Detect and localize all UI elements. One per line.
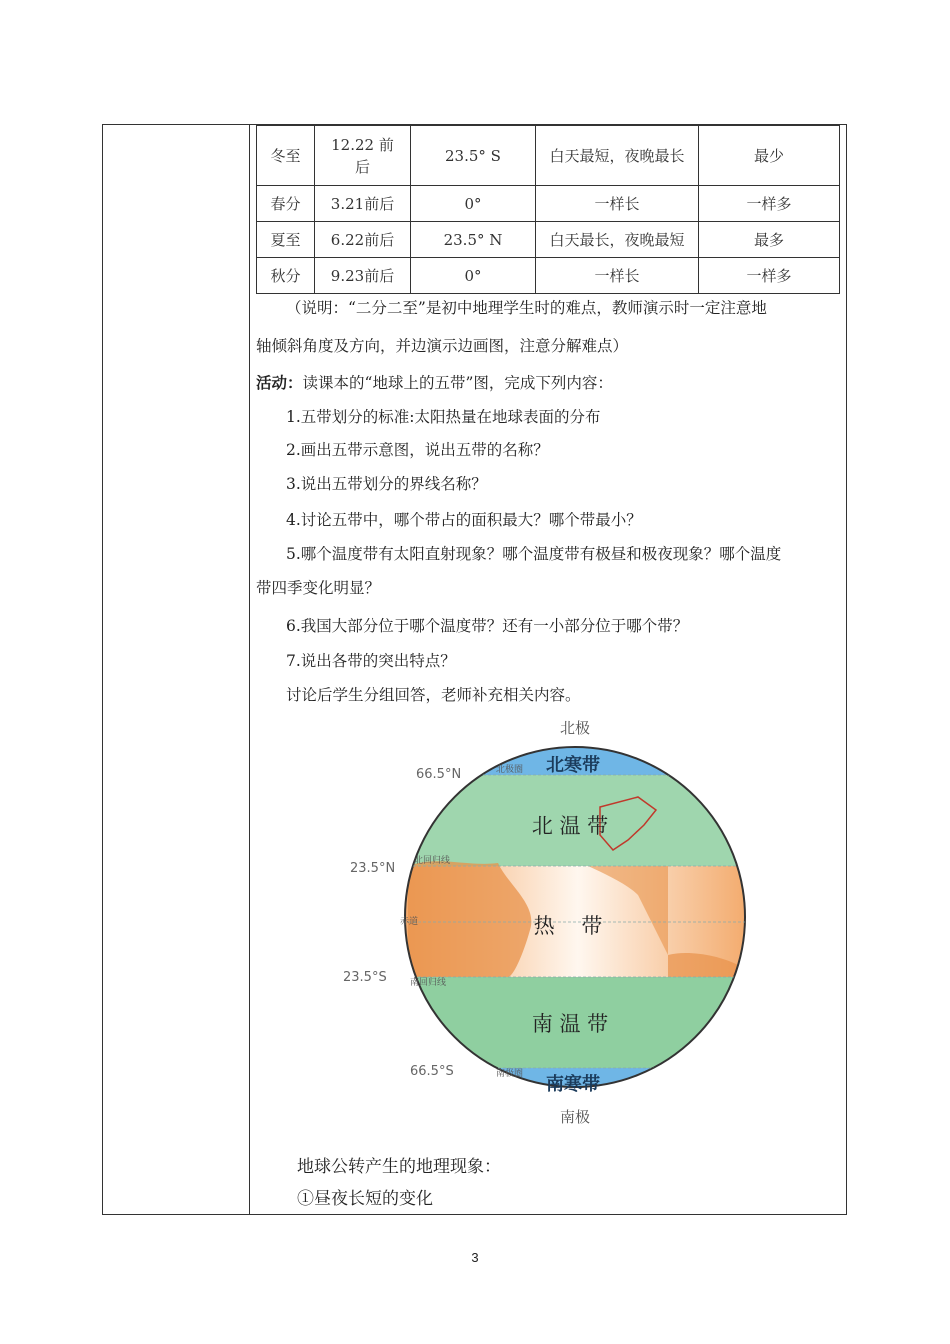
list-item: 讨论后学生分组回答，老师补充相关内容。: [286, 686, 581, 704]
activity-text: 读课本的“地球上的五带”图，完成下列内容：: [302, 374, 613, 392]
table-row: [257, 126, 840, 186]
tropic-of-capricorn-label: 南回归线: [410, 978, 447, 988]
list-item: 4.讨论五带中，哪个带占的面积最大？哪个带最小？: [286, 511, 642, 529]
list-item: 3.说出五带划分的界线名称？: [286, 475, 487, 493]
north-pole-label: 北极: [559, 719, 591, 737]
list-item: 7.说出各带的突出特点？: [286, 652, 456, 670]
heat-cell: 最多: [699, 222, 840, 258]
list-item: 5.哪个温度带有太阳直射现象？哪个温度带有极昼和极夜现象？哪个温度: [286, 545, 782, 563]
lat-23s-label: 23.5°S: [343, 970, 387, 985]
term-cell: 秋分: [257, 258, 315, 294]
revolution-item: ①昼夜长短的变化: [297, 1189, 433, 1209]
lat-cell: 23.5° S: [411, 126, 536, 186]
heat-cell: 一样多: [699, 186, 840, 222]
lat-23n-label: 23.5°N: [350, 861, 396, 876]
page-number: 3: [471, 1250, 479, 1265]
note-line: （说明：“二分二至”是初中地理学生时的难点，教师演示时一定注意地: [286, 299, 767, 317]
activity-label: 活动：: [256, 374, 303, 392]
list-item: 1.五带划分的标准:太阳热量在地球表面的分布: [286, 408, 601, 426]
south-temperate-zone-label: 南 温 带: [531, 1012, 609, 1036]
antarctic-circle-label: 南极圈: [496, 1069, 524, 1079]
lat-cell: 0°: [411, 186, 536, 222]
five-zones-map: [338, 715, 778, 1130]
arctic-circle-label: 北极圈: [496, 765, 524, 775]
table-row: [257, 186, 840, 222]
list-item: 2.画出五带示意图，说出五带的名称？: [286, 441, 549, 459]
daylength-cell: 白天最短，夜晚最长: [536, 126, 699, 186]
north-temperate-zone-label: 北 温 带: [531, 814, 609, 838]
table-row: [257, 258, 840, 294]
list-item: 6.我国大部分位于哪个温度带？还有一小部分位于哪个带？: [286, 617, 689, 635]
date-cell: 9.23前后: [315, 258, 411, 294]
north-frigid-zone-label: 北寒带: [546, 755, 600, 776]
heat-cell: 最少: [699, 126, 840, 186]
lat-cell: 23.5° N: [411, 222, 536, 258]
date-cell: 12.22 前 后: [315, 126, 411, 186]
south-pole-label: 南极: [559, 1108, 591, 1126]
list-item: 带四季变化明显？: [256, 579, 381, 597]
term-cell: 冬至: [257, 126, 315, 186]
heat-cell: 一样多: [699, 258, 840, 294]
date-cell: 3.21前后: [315, 186, 411, 222]
tropic-zone-label: 热 带: [533, 914, 603, 938]
term-cell: 夏至: [257, 222, 315, 258]
tropic-of-cancer-label: 北回归线: [414, 856, 451, 866]
table-row: [257, 222, 840, 258]
lat-66n-label: 66.5°N: [416, 767, 462, 782]
note-line: 轴倾斜角度及方向，并边演示边画图，注意分解难点）: [256, 337, 629, 355]
lat-66s-label: 66.5°S: [410, 1064, 454, 1079]
activity-line: [256, 371, 613, 393]
lat-cell: 0°: [411, 258, 536, 294]
seasons-table: [256, 125, 840, 294]
date-cell: 6.22前后: [315, 222, 411, 258]
term-cell: 春分: [257, 186, 315, 222]
equator-label: 赤道: [400, 917, 419, 927]
column-divider: [249, 125, 250, 1214]
south-frigid-zone-label: 南寒带: [546, 1074, 600, 1095]
daylength-cell: 一样长: [536, 258, 699, 294]
daylength-cell: 白天最长，夜晚最短: [536, 222, 699, 258]
daylength-cell: 一样长: [536, 186, 699, 222]
revolution-heading: 地球公转产生的地理现象：: [297, 1157, 501, 1177]
